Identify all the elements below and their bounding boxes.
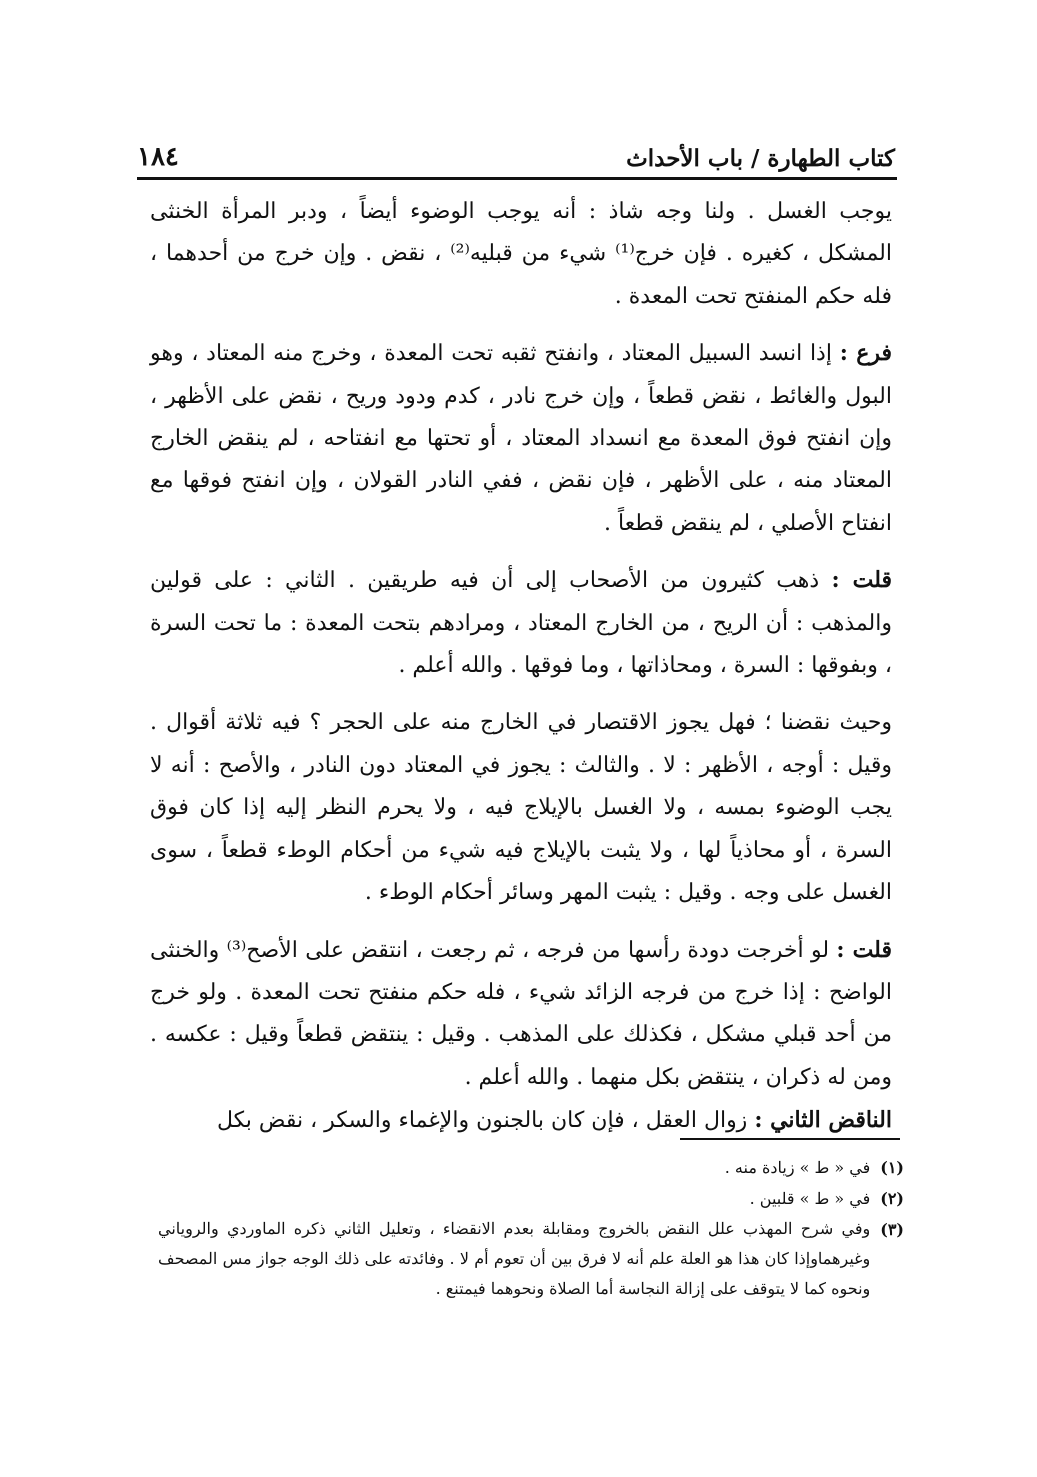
footnote [158,1214,904,1304]
paragraph-lead: قلت : [831,567,892,594]
footnote [158,1183,904,1214]
footnote-text: وفي شرح المهذب علل النقض بالخروج ومقابلة بعدم الانقضاء ، وتعليل الثاني ذكره الماوردي والروياني وغيرهماوإذا كان هذا هو العلة علم أنه لا فرق بين أن تعوم أم لا . وفائدته على ذلك الوجه جواز مس المصحف ونحوه كما لا يتوقف على إزالة النجاسة أما الصلاة ونحوهما فيمتنع . [158,1219,871,1298]
paragraph-text: زوال العقل ، فإن كان بالجنون والإغماء والسكر ، نقض بكل [216,1108,755,1134]
footnote-number: (٢) [880,1189,904,1208]
paragraph-lead: قلت : [836,936,892,963]
footnote-text: في « ط » قلبين . [749,1189,871,1208]
paragraph [150,190,892,318]
paragraph [150,559,892,687]
paragraph-text: يوجب الغسل . ولنا وجه شاذ : أنه يوجب الوضوء أيضاً ، ودبر المرأة الخنثى المشكل ، كغيره . فإن خرج⁽¹⁾ شيء من قبليه⁽²⁾ ، نقض . وإن خرج من أحدهما ، فله حكم المنفتح تحت المعدة . [150,199,892,309]
paragraph [150,1099,892,1142]
paragraph-text: لو أخرجت دودة رأسها من فرجه ، ثم رجعت ، انتقض على الأصح⁽³⁾ والخنثى الواضح : إذا خرج من فرجه الزائد شيء ، فله حكم منفتح تحت المعدة . ولو خرج من أحد قبلي مشكل ، فكذلك على المذهب . وقيل : ينتقض قطعاً وقيل : عكسه . ومن له ذكران ، ينتقض بكل منهما . والله أعلم . [150,937,892,1090]
footnote-number: (١) [880,1158,904,1177]
running-title: كتاب الطهارة / باب الأحداث [626,145,895,172]
running-header [137,128,895,172]
footnote [158,1152,904,1183]
header-rule [137,177,897,180]
paragraph-text: إذا انسد السبيل المعتاد ، وانفتح ثقبه تحت المعدة ، وخرج منه المعتاد ، وهو البول والغائط ، نقض قطعاً ، وإن خرج نادر ، كدم ودود وريح ، نقض على الأظهر ، وإن انفتح فوق المعدة مع انسداد المعتاد ، أو تحتها مع انفتاحه ، لم ينقض الخارج المعتاد منه ، على الأظهر ، فإن نقض ، ففي النادر القولان ، وإن انفتح فوقها مع انفتاح الأصلي ، لم ينقض قطعاً . [150,341,892,536]
footnote-rule [680,1138,900,1140]
paragraph-lead: فرع : [839,340,893,367]
paragraph [150,701,892,914]
footnotes [158,1152,904,1304]
paragraph [150,332,892,545]
main-text [150,190,892,1143]
paragraph-text: وحيث نقضنا ؛ فهل يجوز الاقتصار في الخارج منه على الحجر ؟ فيه ثلاثة أقوال . وقيل : أوجه ، الأظهر : لا . والثالث : يجوز في المعتاد دون النادر ، والأصح : أنه لا يجب الوضوء بمسه ، ولا الغسل بالإيلاج فيه ، ولا يحرم النظر إليه إذا كان فوق السرة ، أو محاذياً لها ، ولا يثبت بالإيلاج فيه شيء من أحكام الوطء قطعاً ، سوى الغسل على وجه . وقيل : يثبت المهر وسائر أحكام الوطء . [150,710,892,906]
footnote-number: (٣) [880,1220,904,1239]
footnote-text: في « ط » زيادة منه . [724,1158,871,1177]
paragraph-text: ذهب كثيرون من الأصحاب إلى أن فيه طريقين . الثاني : على قولين والمذهب : أن الريح ، من الخارج المعتاد ، ومرادهم بتحت المعدة : ما تحت السرة ، وبفوقها : السرة ، ومحاذاتها ، وما فوقها . والله أعلم . [150,568,892,679]
page-number: ١٨٤ [137,142,179,172]
paragraph-lead: الناقض الثاني : [754,1107,892,1134]
paragraph [150,929,892,1100]
